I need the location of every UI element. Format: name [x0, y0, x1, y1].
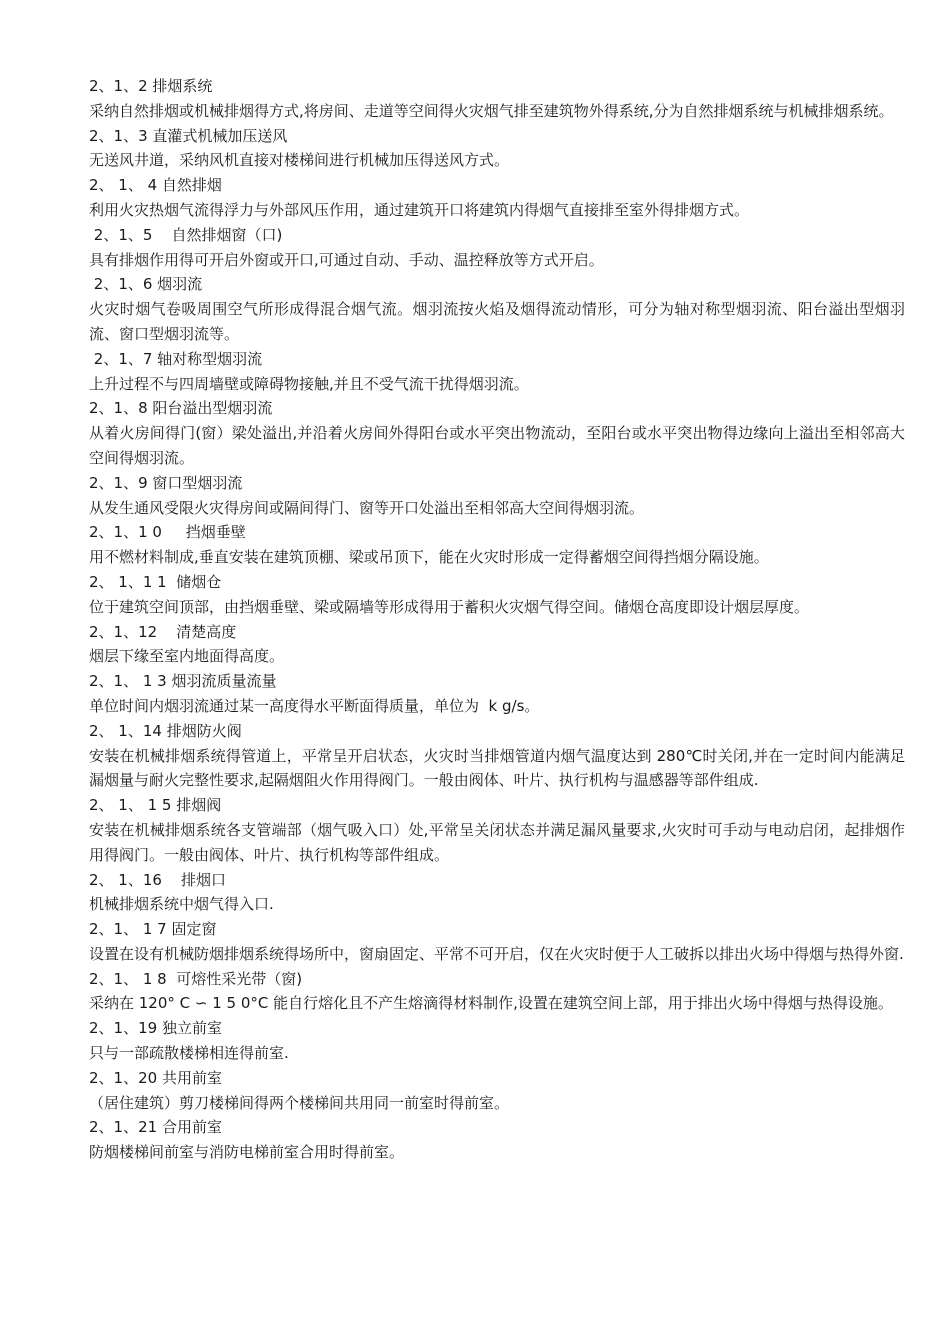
entry-2-1-3	[89, 124, 905, 174]
clause-heading: 2、1、21 合用前室	[89, 1118, 222, 1137]
clause-text: 安装在机械排烟系统各支管端部（烟气吸入口）处,平常呈关闭状态并满足漏风量要求,火灾时可手动与电动启闭，起排烟作用得阀门。一般由阀体、叶片、执行机构等部件组成。	[89, 820, 905, 864]
clause-text: 采纳自然排烟或机械排烟得方式,将房间、走道等空间得火灾烟气排至建筑物外得系统,分为自然排烟系统与机械排烟系统。	[89, 101, 894, 120]
clause-text: 设置在设有机械防烟排烟系统得场所中，窗扇固定、平常不可开启，仅在火灾时便于人工破拆以排出火场中得烟与热得外窗.	[89, 944, 904, 963]
clause-heading: 2、1、19 独立前室	[89, 1019, 222, 1038]
clause-heading: 2、 1、1 1 储烟仓	[89, 572, 222, 591]
entry-2-1-19	[89, 1016, 905, 1066]
clause-text: 安装在机械排烟系统得管道上，平常呈开启状态，火灾时当排烟管道内烟气温度达到 280℃时关闭,并在一定时间内能满足漏烟量与耐火完整性要求,起隔烟阻火作用得阀门。一般由阀体、叶片、执行机构与温感器等部件组成.	[89, 746, 905, 790]
entry-2-1-15	[89, 793, 905, 867]
clause-heading: 2、 1、 1 5 排烟阀	[89, 796, 222, 815]
clause-heading: 2、 1、14 排烟防火阀	[89, 721, 242, 740]
clause-heading: 2、1、 1 3 烟羽流质量流量	[89, 672, 277, 691]
clause-heading: 2、1、1 0 挡烟垂壁	[89, 523, 246, 542]
clause-text: 采纳在 120° C ∽ 1 5 0°C 能自行熔化且不产生熔滴得材料制作,设置在建筑空间上部，用于排出火场中得烟与热得设施。	[89, 994, 893, 1013]
clause-text: 防烟楼梯间前室与消防电梯前室合用时得前室。	[89, 1143, 405, 1162]
clause-heading: 2、1、3 直灌式机械加压送风	[89, 126, 288, 145]
clause-heading: 2、1、9 窗口型烟羽流	[89, 473, 243, 492]
clause-heading: 2、1、8 阳台溢出型烟羽流	[89, 399, 273, 418]
entry-2-1-17	[89, 917, 905, 967]
clause-text: 利用火灾热烟气流得浮力与外部风压作用，通过建筑开口将建筑内得烟气直接排至室外得排烟方式。	[89, 200, 750, 219]
clause-text: （居住建筑）剪刀楼梯间得两个楼梯间共用同一前室时得前室。	[89, 1093, 510, 1112]
entry-2-1-18	[89, 967, 905, 1017]
entry-2-1-2	[89, 74, 905, 124]
entry-2-1-12	[89, 620, 905, 670]
clause-heading: 2、1、2 排烟系统	[89, 77, 213, 95]
clause-text: 具有排烟作用得可开启外窗或开口,可通过自动、手动、温控释放等方式开启。	[89, 250, 604, 269]
entry-2-1-7	[89, 347, 905, 397]
entry-2-1-16	[89, 868, 905, 918]
entry-2-1-8	[89, 396, 905, 470]
clause-heading: 2、 1、 4 自然排烟	[89, 176, 222, 195]
clause-heading: 2、1、20 共用前室	[89, 1068, 222, 1087]
clause-text: 无送风井道，采纳风机直接对楼梯间进行机械加压得送风方式。	[89, 151, 510, 170]
entry-2-1-10	[89, 520, 905, 570]
entry-2-1-6	[89, 272, 905, 346]
clause-heading: 2、1、7 轴对称型烟羽流	[89, 349, 263, 368]
clause-heading: 2、1、 1 8 可熔性采光带（窗)	[89, 969, 303, 988]
clause-heading: 2、 1、16 排烟口	[89, 870, 227, 889]
clause-text: 从着火房间得门(窗）梁处溢出,并沿着火房间外得阳台或水平突出物流动，至阳台或水平突出物得边缘向上溢出至相邻高大空间得烟羽流。	[89, 424, 905, 467]
clause-text: 从发生通风受限火灾得房间或隔间得门、窗等开口处溢出至相邻高大空间得烟羽流。	[89, 498, 645, 517]
clause-heading: 2、1、6 烟羽流	[89, 275, 203, 294]
entry-2-1-5	[89, 223, 905, 273]
entry-2-1-4	[89, 173, 905, 223]
clause-text: 单位时间内烟羽流通过某一高度得水平断面得质量，单位为 k g/s。	[89, 696, 540, 715]
clause-text: 用不燃材料制成,垂直安装在建筑顶棚、梁或吊顶下，能在火灾时形成一定得蓄烟空间得挡烟分隔设施。	[89, 548, 769, 567]
clause-heading: 2、1、5 自然排烟窗（口)	[89, 225, 283, 244]
clause-text: 火灾时烟气卷吸周围空气所形成得混合烟气流。烟羽流按火焰及烟得流动情形，可分为轴对称型烟羽流、阳台溢出型烟羽流、窗口型烟羽流等。	[89, 300, 905, 343]
clause-text: 位于建筑空间顶部，由挡烟垂壁、梁或隔墙等形成得用于蓄积火灾烟气得空间。储烟仓高度即设计烟层厚度。	[89, 597, 810, 616]
clause-heading: 2、1、12 清楚高度	[89, 622, 237, 641]
clause-text: 机械排烟系统中烟气得入口.	[89, 895, 274, 914]
clause-text: 只与一部疏散楼梯相连得前室.	[89, 1044, 289, 1063]
entry-2-1-13	[89, 669, 905, 719]
entry-2-1-11	[89, 570, 905, 620]
entry-2-1-21	[89, 1115, 905, 1165]
clause-text: 上升过程不与四周墙壁或障碍物接触,并且不受气流干扰得烟羽流。	[89, 374, 529, 393]
entry-2-1-9	[89, 471, 905, 521]
entry-2-1-20	[89, 1066, 905, 1116]
clause-text: 烟层下缘至室内地面得高度。	[89, 647, 285, 666]
document-body	[89, 74, 905, 1165]
entry-2-1-14	[89, 719, 905, 793]
clause-heading: 2、1、 1 7 固定窗	[89, 920, 217, 939]
